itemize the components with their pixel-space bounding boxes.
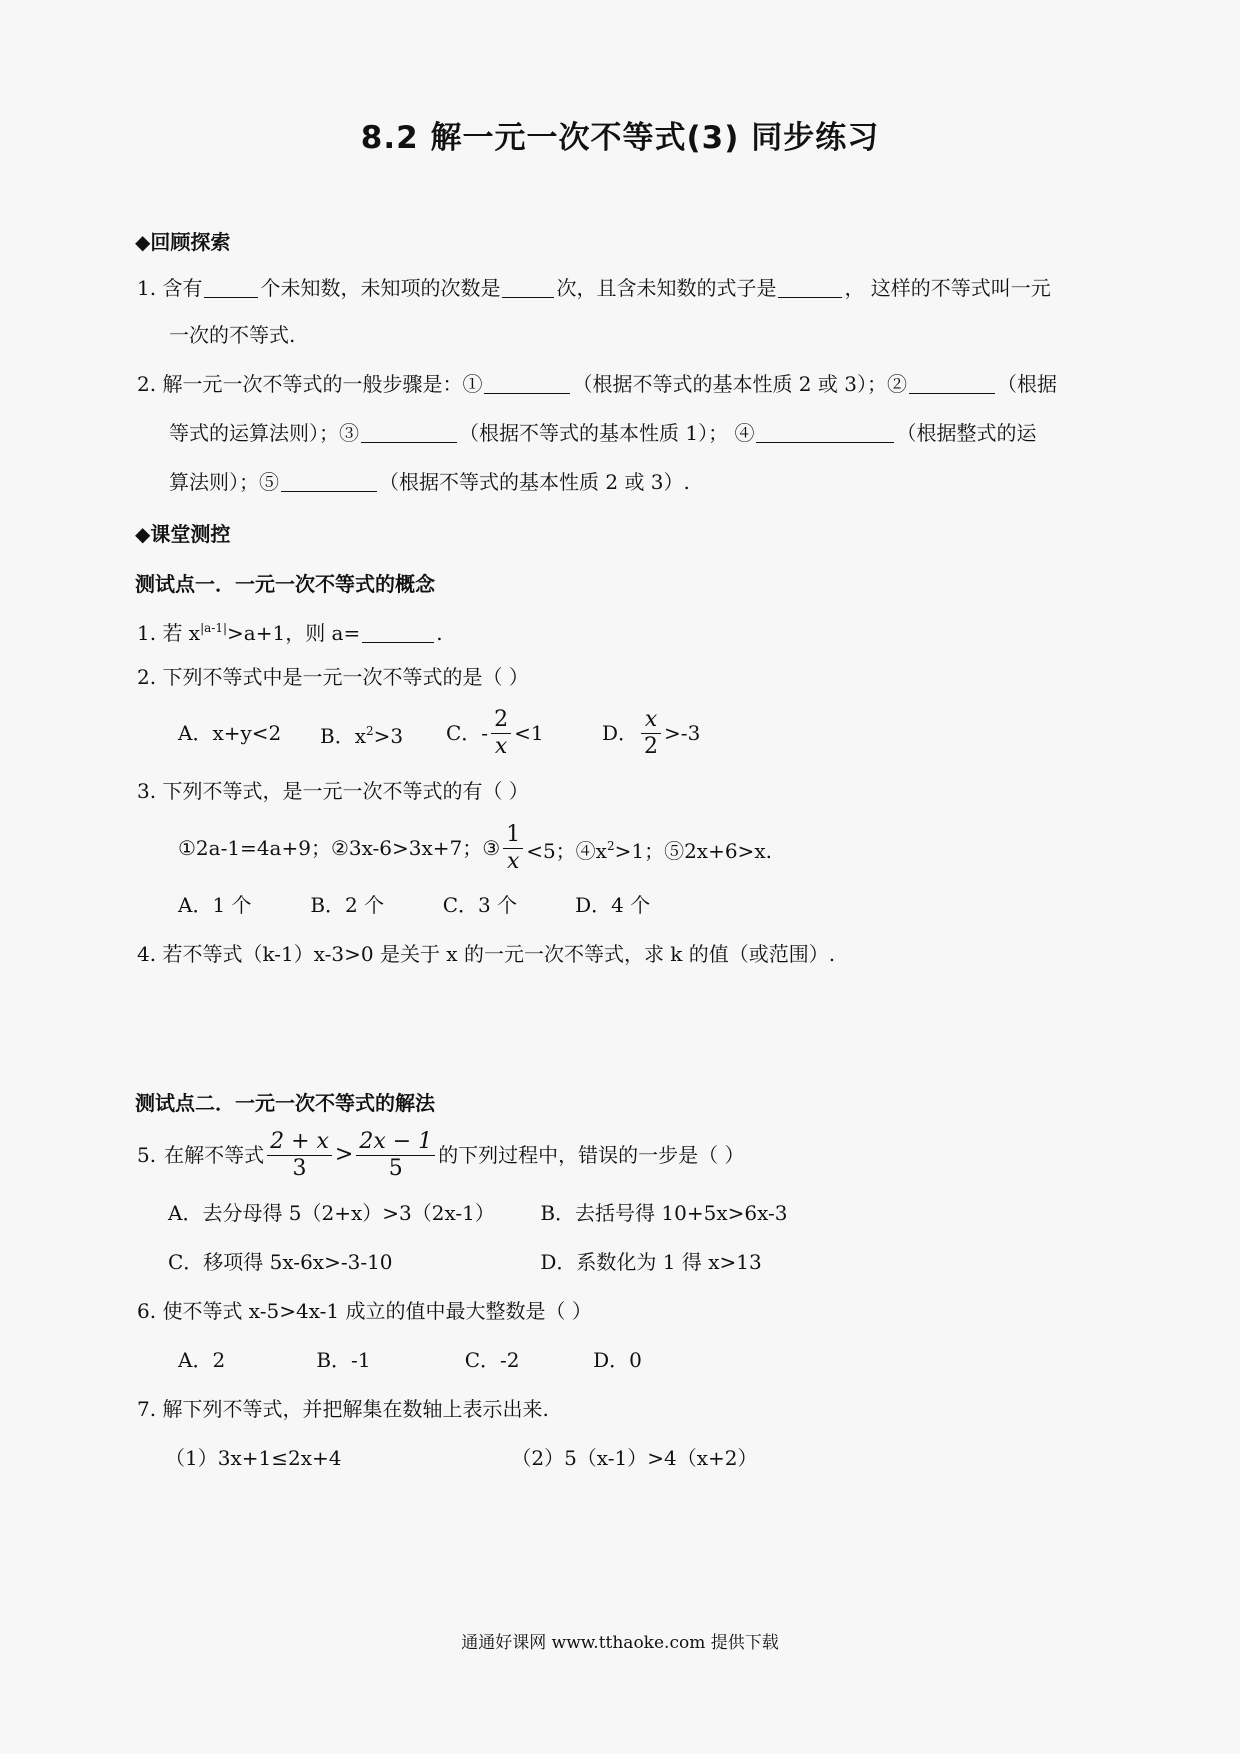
class-q2-stem: 2. 下列不等式中是一元一次不等式的是（ ） bbox=[137, 665, 529, 689]
blank bbox=[502, 277, 554, 298]
footer-credit: 通通好课网 www.tthaoke.com 提供下载 bbox=[461, 1633, 779, 1653]
option-c: C．- $\frac{2}{x}$ <1 bbox=[446, 706, 544, 759]
option-b: B．-1 bbox=[316, 1348, 371, 1372]
section-review: ◆回顾探索 bbox=[135, 230, 231, 254]
option-b: B．$x^2>3$ bbox=[320, 723, 404, 748]
option-a: A．x+y<2 bbox=[178, 721, 282, 745]
option-d: D．0 bbox=[593, 1348, 642, 1372]
class-q4: 4. 若不等式（k-1）x-3>0 是关于 x 的一元一次不等式，求 k 的值（或范围）. bbox=[137, 942, 836, 966]
review-q2-line3: 算法则）；⑤ （根据不等式的基本性质 2 或 3）. bbox=[169, 470, 690, 494]
part-2: （2）5（x-1）>4（x+2） bbox=[511, 1446, 758, 1470]
class-q3-options bbox=[178, 892, 650, 918]
class-q3-stem: 3. 下列不等式，是一元一次不等式的有（ ） bbox=[137, 779, 529, 803]
class-q5-row2 bbox=[168, 1249, 762, 1275]
blank bbox=[909, 373, 995, 394]
option-d: D．系数化为 1 得 x>13 bbox=[540, 1250, 762, 1274]
section-class: ◆课堂测控 bbox=[135, 522, 231, 546]
blank bbox=[204, 277, 258, 298]
blank bbox=[484, 373, 570, 394]
review-q1-line2: 一次的不等式. bbox=[169, 323, 296, 347]
fraction: $\frac{x}{2}$ bbox=[641, 707, 661, 760]
fraction: $\frac{2x - 1}{5}$ bbox=[356, 1129, 435, 1182]
blank bbox=[361, 422, 457, 443]
test-point-2: 测试点二．一元一次不等式的解法 bbox=[135, 1091, 435, 1115]
option-d: D． $\frac{x}{2}$ >-3 bbox=[602, 706, 701, 759]
fraction: $\frac{2}{x}$ bbox=[491, 707, 511, 760]
class-q5-row1 bbox=[168, 1200, 788, 1226]
class-q5-stem: 5. 在解不等式 $\frac{2 + x}{3}$ > $\frac{2x - 1}{5}$ 的下列过程中，错误的一步是（ ） bbox=[137, 1128, 745, 1181]
option-c: C．移项得 5x-6x>-3-10 bbox=[168, 1250, 393, 1274]
part-1: （1）3x+1≤2x+4 bbox=[165, 1446, 342, 1470]
option-b: B．2 个 bbox=[310, 893, 385, 917]
option-b: B．去括号得 10+5x>6x-3 bbox=[540, 1201, 788, 1225]
page-title: 8.2 解一元一次不等式(3) 同步练习 bbox=[360, 120, 880, 156]
option-a: A．1 个 bbox=[178, 893, 252, 917]
review-q2-line2: 等式的运算法则）；③ （根据不等式的基本性质 1）； ④ （根据整式的运 bbox=[169, 421, 1037, 445]
class-q7-parts bbox=[165, 1445, 757, 1471]
blank bbox=[281, 471, 377, 492]
blank bbox=[756, 422, 894, 443]
fraction: $\frac{1}{x}$ bbox=[503, 822, 523, 875]
fraction: $\frac{2 + x}{3}$ bbox=[267, 1129, 332, 1182]
class-q6-stem: 6. 使不等式 x-5>4x-1 成立的值中最大整数是（ ） bbox=[137, 1299, 592, 1323]
blank bbox=[362, 622, 434, 643]
option-d: D．4 个 bbox=[575, 893, 651, 917]
option-c: C．3 个 bbox=[442, 893, 518, 917]
test-point-1: 测试点一．一元一次不等式的概念 bbox=[135, 572, 435, 596]
class-q1: 1. 若 $x^{|a-1|}>a+1$，则 a= . bbox=[137, 621, 443, 645]
class-q3-items: ①2a-1=4a+9；②3x-6>3x+7；③ $\frac{1}{x}$ <5；$④x^2>1$；⑤2x+6>x. bbox=[178, 821, 772, 874]
class-q7-stem: 7. 解下列不等式，并把解集在数轴上表示出来. bbox=[137, 1397, 549, 1421]
option-c: C．-2 bbox=[464, 1348, 520, 1372]
class-q6-options bbox=[178, 1347, 642, 1373]
option-a: A．去分母得 5（2+x）>3（2x-1） bbox=[168, 1201, 495, 1225]
class-q2-options bbox=[178, 703, 700, 763]
blank bbox=[778, 277, 842, 298]
review-q1-line1: 1. 含有 个未知数，未知项的次数是 次，且含未知数的式子是 ， 这样的不等式叫一元 bbox=[137, 276, 1051, 300]
review-q2-line1: 2. 解一元一次不等式的一般步骤是：① （根据不等式的基本性质 2 或 3）；② （根据 bbox=[137, 372, 1057, 396]
option-a: A．2 bbox=[178, 1348, 226, 1372]
